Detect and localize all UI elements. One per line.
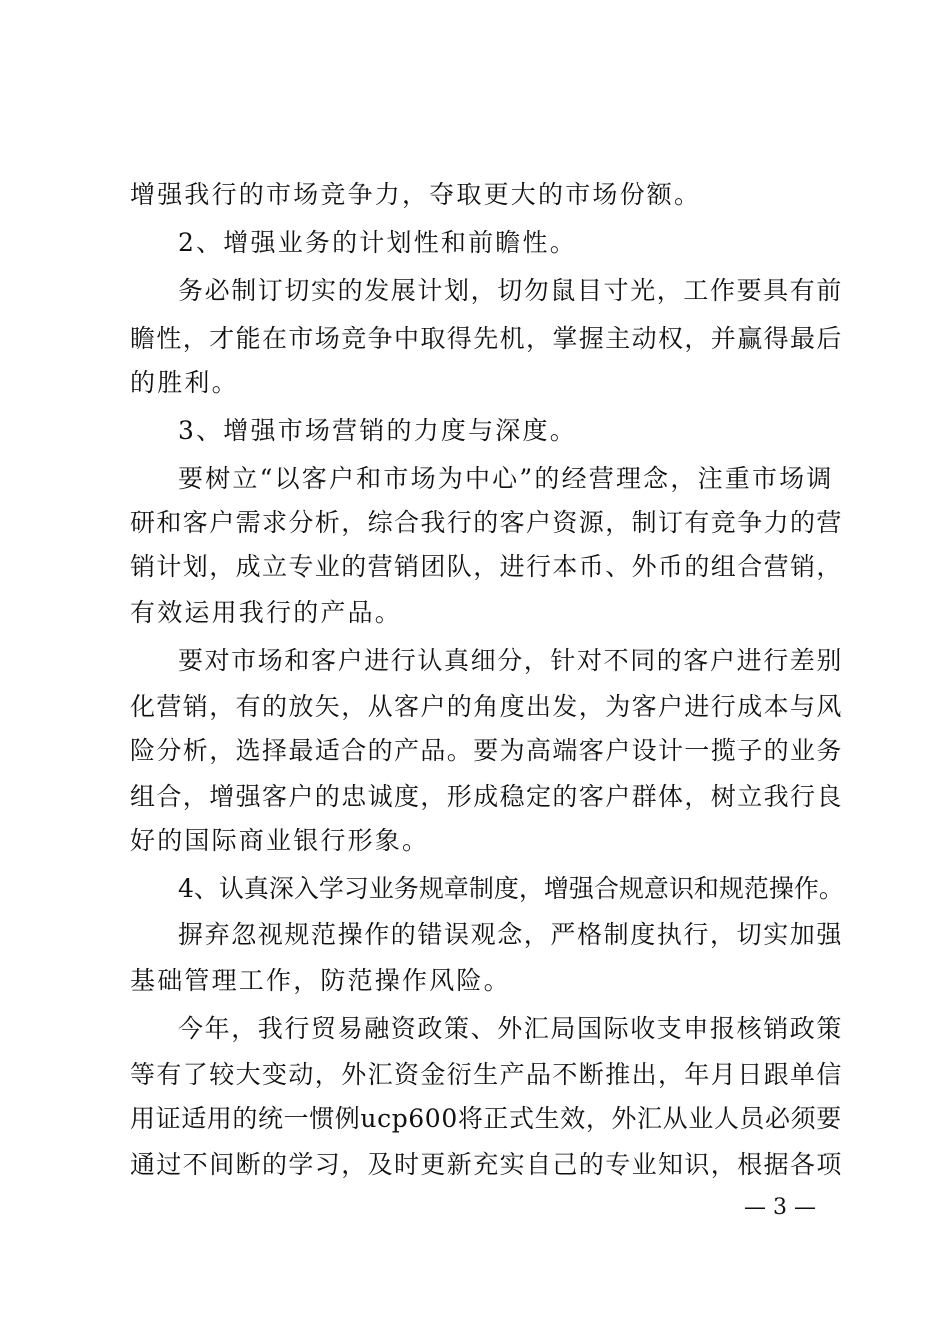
section-heading: 2、增强业务的计划性和前瞻性。 xyxy=(178,228,577,257)
text-line: 险分析，选择最适合的产品。要为高端客户设计一揽子的业务 xyxy=(130,736,843,765)
text-line: 组合，增强客户的忠诚度，形成稳定的客户群体，树立我行良 xyxy=(130,782,843,811)
text-line: 等有了较大变动，外汇资金衍生产品不断推出，年月日跟单信 xyxy=(130,1060,843,1089)
page-number: — 3 — xyxy=(744,1195,816,1220)
text-line: 的胜利。 xyxy=(130,368,239,397)
text-line: 务必制订切实的发展计划，切勿鼠目寸光，工作要具有前 xyxy=(178,276,844,305)
text-line: 通过不间断的学习，及时更新充实自己的专业知识，根据各项 xyxy=(130,1150,843,1179)
text-line: 销计划，成立专业的营销团队，进行本币、外币的组合营销， xyxy=(130,552,843,581)
text-line: 化营销，有的放矢，从客户的角度出发，为客户进行成本与风 xyxy=(130,692,843,721)
text-line: 今年，我行贸易融资政策、外汇局国际收支申报核销政策 xyxy=(178,1014,844,1043)
text-line: 用证适用的统一惯例ucp600将正式生效，外汇从业人员必须要 xyxy=(130,1104,842,1133)
section-heading: 4、认真深入学习业务规章制度，增强合规意识和规范操作。 xyxy=(178,874,844,903)
text-line: 瞻性，才能在市场竞争中取得先机，掌握主动权，并赢得最后 xyxy=(130,324,843,353)
text-line: 增强我行的市场竞争力，夺取更大的市场份额。 xyxy=(130,180,702,209)
text-line: 摒弃忽视规范操作的错误观念，严格制度执行，切实加强 xyxy=(178,920,844,949)
text-line: 要树立“以客户和市场为中心”的经营理念，注重市场调 xyxy=(178,464,834,493)
text-line: 有效运用我行的产品。 xyxy=(130,598,403,627)
text-line: 要对市场和客户进行认真细分，针对不同的客户进行差别 xyxy=(178,646,844,675)
text-line: 好的国际商业银行形象。 xyxy=(130,826,430,855)
section-heading: 3、增强市场营销的力度与深度。 xyxy=(178,416,577,445)
text-line: 基础管理工作，防范操作风险。 xyxy=(130,966,511,995)
text-line: 研和客户需求分析，综合我行的客户资源，制订有竞争力的营 xyxy=(130,508,843,537)
